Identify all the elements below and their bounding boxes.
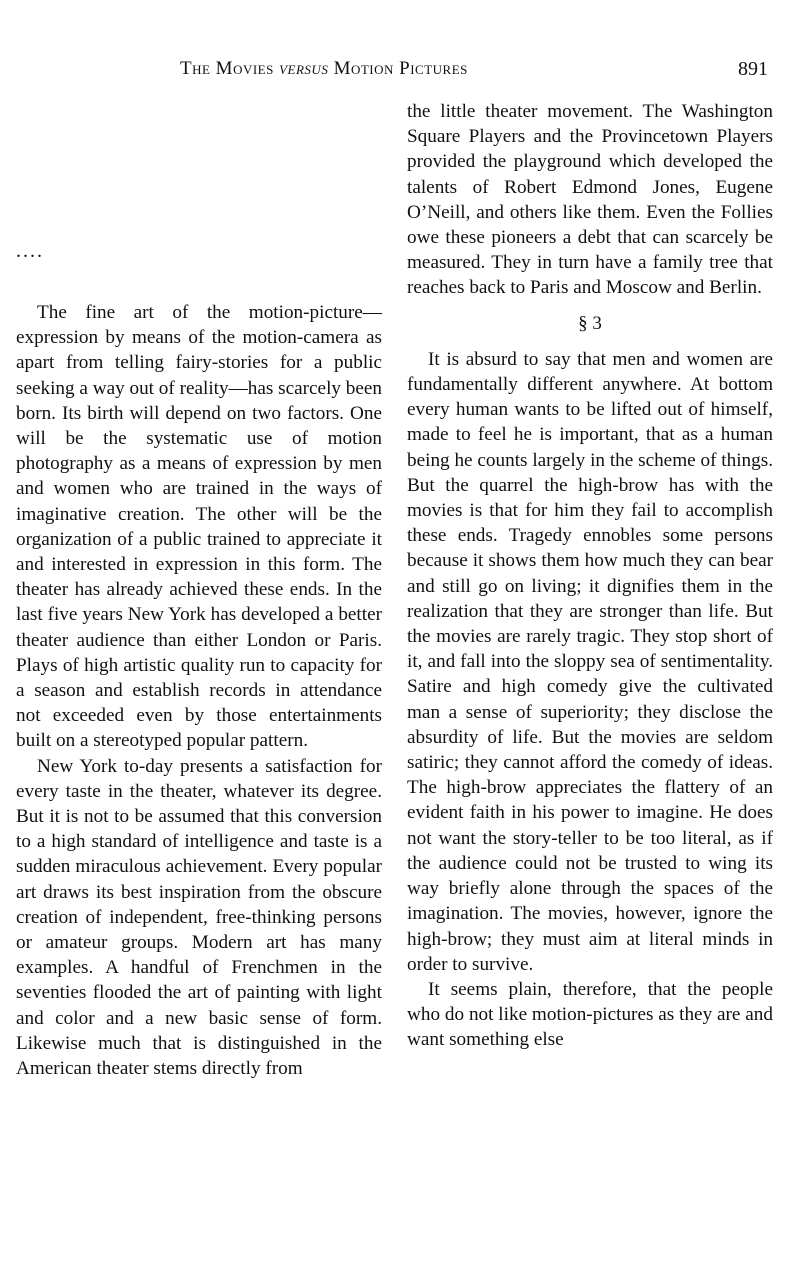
paragraph: It is absurd to say that men and women are fundamentally different anywhere. At bottom every human wants to be lifted out of himself, made to feel he is important, that as a human being he counts largely in the scheme of things. But the quarrel the high-brow has with the movies is that for him they fail to accomplish these ends. Tragedy ennobles some persons because it shows them how much they can bear and still go on living; it dignifies them in the realization that they are stronger than life. But the movies are rarely tragic. They stop short of it, and fall into the sloppy sea of sentimentality. Satire and high comedy give the cultivated man a sense of superiority; they disclose the absurdity of life. But the movies are seldom satiric; they cannot afford the comedy of ideas. The high-brow appreciates the flattery of an evident faith in his power to imagine. He does not want the story-teller to be too literal, as if the audience could not be trusted to wing its way briefly alone through the spaces of the imagination. The movies, however, ignore the high-brow; they must aim at literal minds in order to survive.	[407, 348, 773, 975]
running-head	[180, 58, 610, 80]
ellipsis-mark: ....	[16, 240, 44, 262]
paragraph: New York to-day presents a satisfaction for every taste in the theater, whatever its degree. But it is not to be assumed that this conversion to a high standard of intelligence and taste is a sudden miraculous achievement. Every popular art draws its best inspiration from the obscure creation of independent, free-thinking persons or amateur groups. Modern art has many examples. A handful of Frenchmen in the seventies flooded the art of painting with light and color and a new basic sense of form. Likewise much that is distinguished in the American theater stems directly from	[16, 755, 382, 1080]
right-column	[407, 99, 773, 1053]
section-heading: § 3	[578, 312, 602, 334]
paragraph-continuation: the little theater movement. The Washington Square Players and the Provincetown Players provided the playground which developed the talents of Robert Edmond Jones, Eugene O’Neill, and others like them. Even the Follies owe these pioneers a debt that can scarcely be measured. They in turn have a family tree that reaches back to Paris and Moscow and Berlin.	[407, 101, 773, 299]
running-head-part1: The Movies	[180, 58, 280, 79]
paragraph: It seems plain, therefore, that the people who do not like motion-pictures as they are and want something else	[407, 978, 773, 1051]
running-head-part2: Motion Pictures	[328, 58, 468, 79]
running-head-italic: versus	[279, 58, 329, 79]
page-number: 891	[738, 58, 768, 80]
paragraph: The fine art of the motion-picture—expression by means of the motion-camera as apart from telling fairy-stories for a public seeking a way out of reality—has scarcely been born. Its birth will depend on two factors. One will be the systematic use of motion photography as a means of expression by men and women who are trained in the ways of imaginative creation. The other will be the organization of a public trained to appreciate it and interested in expression in this form. The theater has already achieved these ends. In the last five years New York has developed a better theater audience than either London or Paris. Plays of high artistic quality run to capacity for a season and establish records in attendance not exceeded even by those entertainments built on a stereotyped popular pattern.	[16, 302, 383, 752]
left-column	[16, 300, 382, 1081]
